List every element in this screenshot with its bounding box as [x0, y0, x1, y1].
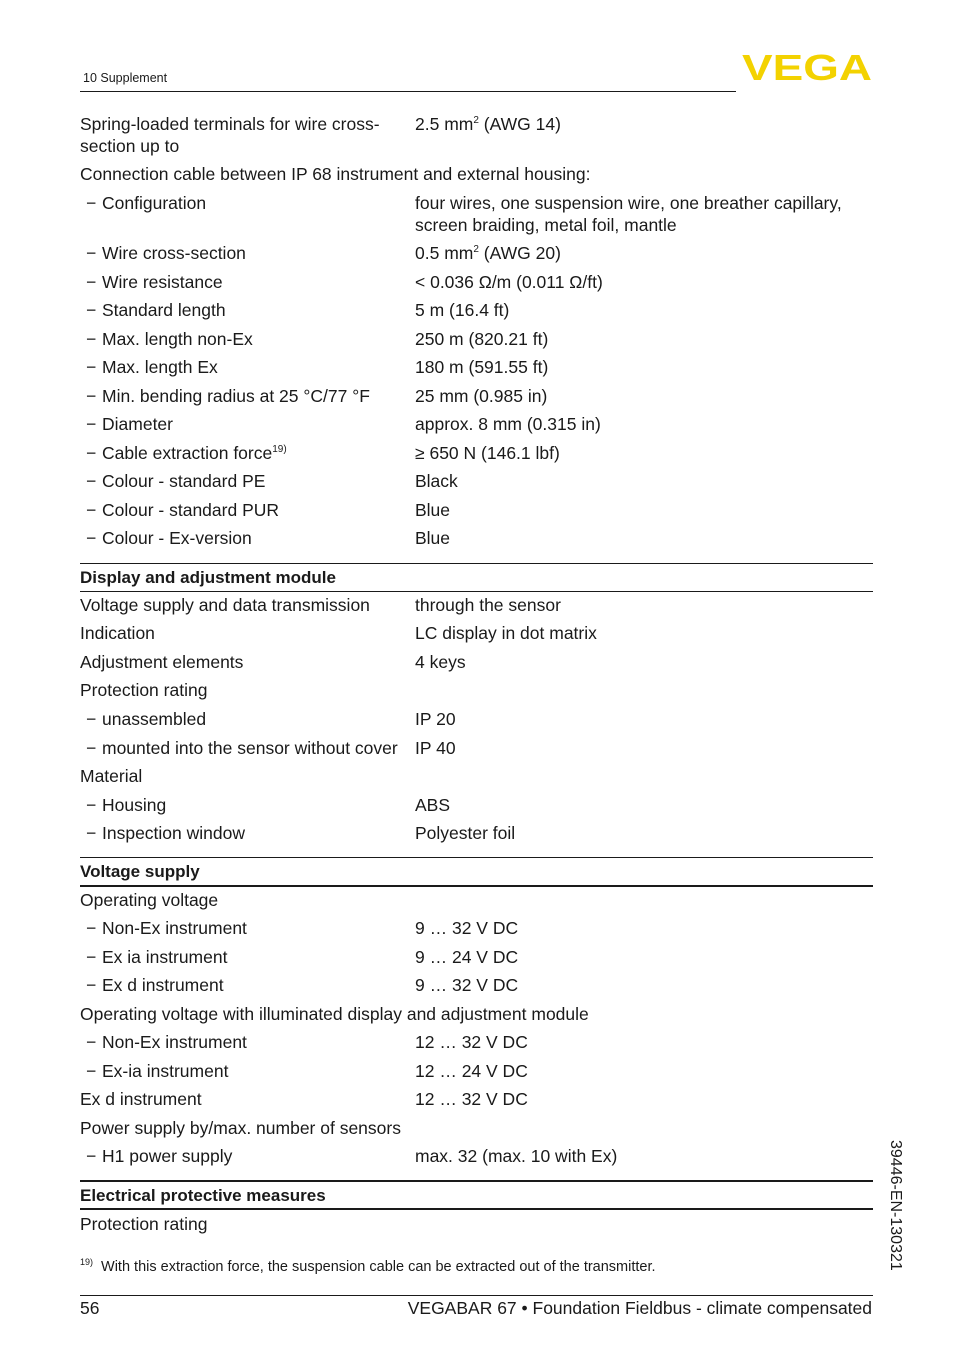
footnote-mark: 19) [80, 1257, 94, 1267]
spec-label: − H1 power supply [86, 1145, 416, 1167]
spec-value: 12 … 24 V DC [415, 1061, 528, 1081]
footer-divider [80, 1295, 873, 1296]
section-top-rule [80, 563, 873, 564]
spec-label: − Ex d instrument [86, 974, 416, 996]
spec-value: LC display in dot matrix [415, 623, 597, 643]
spec-label: − Colour - Ex-version [86, 527, 416, 549]
document-title: VEGABAR 67 • Foundation Fieldbus - climate compensated [407, 1298, 872, 1318]
spec-label: Material [80, 766, 143, 786]
header-section-label: 10 Supplement [83, 71, 168, 85]
spec-label: Indication [80, 623, 155, 643]
spec-label: Operating voltage [80, 890, 219, 910]
spec-value: 4 keys [415, 652, 466, 672]
spec-value: IP 20 [415, 709, 456, 729]
spec-label: − Inspection window [86, 822, 416, 844]
spec-value: 12 … 32 V DC [415, 1089, 528, 1109]
spec-label: − Ex ia instrument [86, 946, 416, 968]
spec-label: − Cable extraction force$^{19)}$ [86, 442, 416, 464]
spec-value: 0.5 $mm^2$ (AWG 20) [415, 243, 561, 263]
spec-value: ABS [415, 795, 451, 815]
spec-label: − Ex-ia instrument [86, 1060, 416, 1082]
spec-value: Black [415, 471, 458, 491]
spec-label: Spring-loaded terminals for wire cross-section up to [80, 114, 380, 156]
page-number: 56 [80, 1298, 100, 1318]
spec-label: Operating voltage with illuminated display and adjustment module [80, 1004, 589, 1024]
spec-label: Protection rating [80, 1214, 208, 1234]
spec-value: < 0.036 Ω/m (0.011 Ω/ft) [415, 272, 603, 292]
section-top-rule [80, 857, 873, 858]
spec-value: Blue [415, 528, 451, 548]
spec-label: Power supply by/max. number of sensors [80, 1118, 401, 1138]
spec-value: 9 … 24 V DC [415, 947, 519, 967]
spec-label: Protection rating [80, 680, 208, 700]
spec-label: Adjustment elements [80, 652, 244, 672]
vega-logo [742, 52, 872, 82]
spec-value: 180 m (591.55 ft) [415, 357, 549, 377]
spec-label: − Max. length Ex [86, 356, 416, 378]
spec-label: − Wire cross-section [86, 242, 416, 264]
spec-label: − Configuration [86, 192, 416, 214]
spec-value: 250 m (820.21 ft) [415, 329, 549, 349]
document-id-text: 39446-EN-130321 [887, 1140, 904, 1271]
spec-value: 25 mm (0.985 in) [415, 386, 548, 406]
spec-value: 12 … 32 V DC [415, 1032, 528, 1052]
spec-label: − Standard length [86, 299, 416, 321]
spec-label: − Housing [86, 794, 416, 816]
spec-label: − mounted into the sensor without cover [86, 737, 426, 759]
section-bottom-rule [80, 1208, 873, 1210]
section-top-rule [80, 1180, 873, 1182]
spec-label: − Colour - standard PUR [86, 499, 416, 521]
section-bottom-rule [80, 885, 873, 887]
spec-label: − Diameter [86, 413, 416, 435]
spec-value: 9 … 32 V DC [415, 975, 519, 995]
spec-value: max. 32 (max. 10 with Ex) [415, 1146, 618, 1166]
spec-value: through the sensor [415, 595, 561, 615]
header-divider [80, 91, 736, 92]
spec-label: − unassembled [86, 708, 416, 730]
section-title-voltage-supply: Voltage supply [80, 862, 200, 881]
logo-text: VEGA [742, 52, 872, 82]
footnote-text: With this extraction force, the suspension cable can be extracted out of the transmitter. [101, 1258, 656, 1275]
footnote-ref: 19) [272, 444, 287, 456]
spec-label: − Max. length non-Ex [86, 328, 416, 350]
spec-value: Blue [415, 500, 451, 520]
spec-value: 5 m (16.4 ft) [415, 300, 510, 320]
spec-value: 9 … 32 V DC [415, 918, 519, 938]
cable-heading: Connection cable between IP 68 instrument and external housing: [80, 164, 591, 184]
spec-label: − Non-Ex instrument [86, 917, 416, 939]
spec-label: − Wire resistance [86, 271, 416, 293]
spec-label: − Min. bending radius at 25 °C/77 °F [86, 385, 416, 407]
spec-label: − Non-Ex instrument [86, 1031, 416, 1053]
spec-value: ≥ 650 N (146.1 lbf) [415, 443, 560, 463]
spec-label: − Colour - standard PE [86, 470, 416, 492]
spec-value: 2.5 $mm^2$ (AWG 14) [415, 114, 561, 134]
spec-value: approx. 8 mm (0.315 in) [415, 414, 601, 434]
spec-label: Voltage supply and data transmission [80, 595, 370, 615]
section-title-display-module: Display and adjustment module [80, 568, 336, 587]
section-bottom-rule [80, 591, 873, 592]
spec-value: IP 40 [415, 738, 456, 758]
spec-label: Ex d instrument [80, 1089, 202, 1109]
section-title-electrical: Electrical protective measures [80, 1186, 326, 1205]
spec-value: Polyester foil [415, 823, 516, 843]
spec-value: four wires, one suspension wire, one breather capillary, screen braiding, metal foil, mantle [415, 193, 842, 235]
footnote [80, 1257, 656, 1275]
